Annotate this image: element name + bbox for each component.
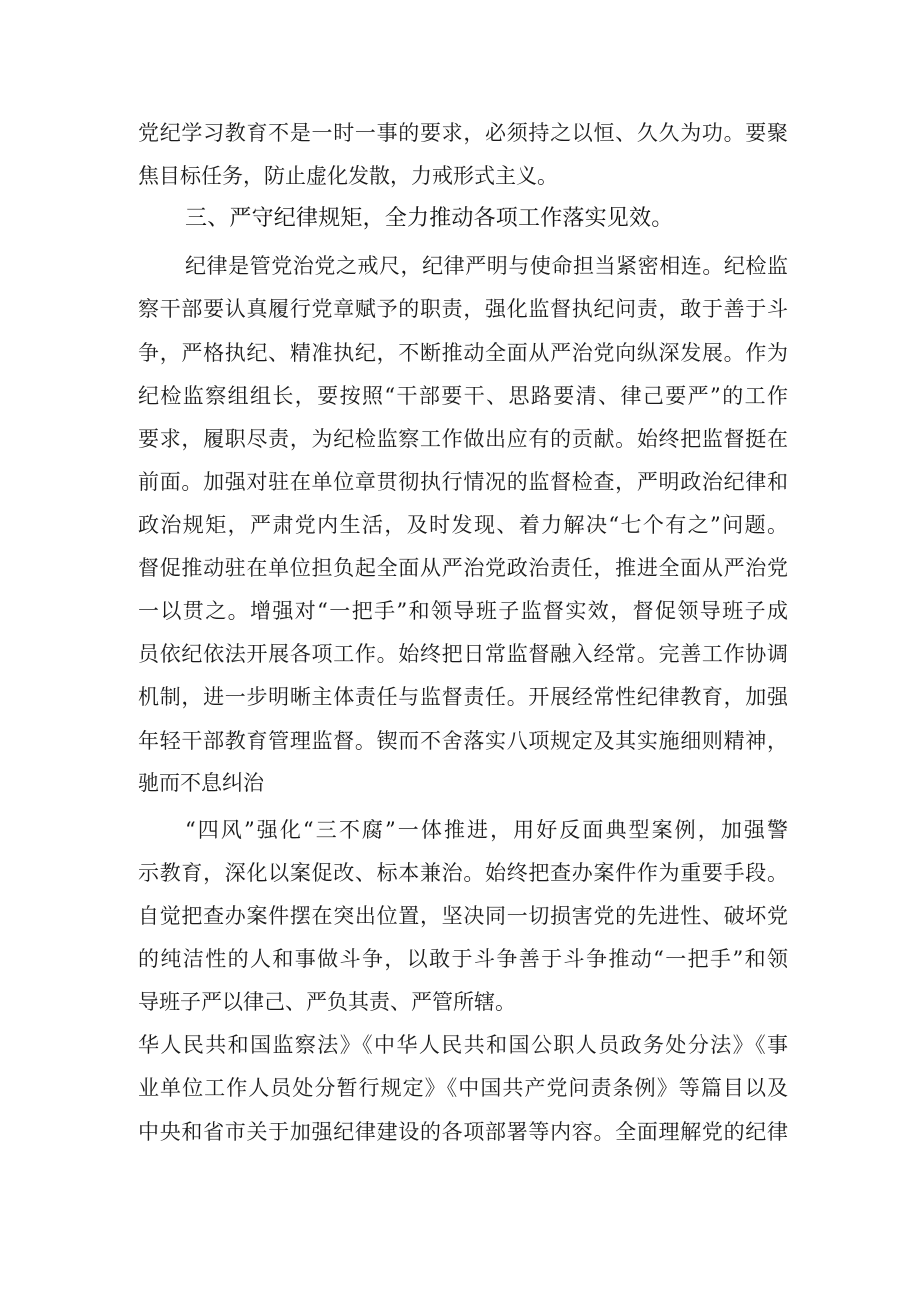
- paragraph2-line-4: 的纯洁性的人和事做斗争，以敢于斗争善于斗争推动“一把手”和领: [138, 947, 788, 971]
- intro-line-2: 焦目标任务，防止虚化发散，力戒形式主义。: [138, 164, 558, 188]
- paragraph1-line-2: 察干部要认真履行党章赋予的职责，强化监督执纪问责，敢于善于斗: [138, 297, 788, 321]
- paragraph3-line-2: 业单位工作人员处分暂行规定》《中国共产党问责条例》等篇目以及: [138, 1076, 788, 1100]
- paragraph1-line-11: 机制，进一步明晰主体责任与监督责任。开展经常性纪律教育，加强: [138, 685, 788, 709]
- paragraph1-line-3: 争，严格执纪、精准执纪，不断推动全面从严治党向纵深发展。作为: [138, 341, 788, 365]
- paragraph2-line-3: 自觉把查办案件摆在突出位置，坚决同一切损害党的先进性、破坏党: [138, 904, 788, 928]
- paragraph1-line-12: 年轻干部教育管理监督。锲而不舍落实八项规定及其实施细则精神，: [138, 729, 788, 753]
- section-heading: 三、严守纪律规矩，全力推动各项工作落实见效。: [185, 206, 674, 231]
- paragraph1-line-10: 员依纪依法开展各项工作。始终把日常监督融入经常。完善工作协调: [138, 642, 788, 666]
- intro-line-1: 党纪学习教育不是一时一事的要求，必须持之以恒、久久为功。要聚: [138, 121, 788, 145]
- paragraph1-line-6: 前面。加强对驻在单位章贯彻执行情况的监督检查，严明政治纪律和: [138, 470, 788, 494]
- paragraph1-line-9: 一以贯之。增强对“一把手”和领导班子监督实效，督促领导班子成: [138, 599, 788, 623]
- paragraph1-line-7: 政治规矩，严肃党内生活，及时发现、着力解决“七个有之”问题。: [138, 513, 788, 537]
- paragraph3-line-1: 华人民共和国监察法》《中华人民共和国公职人员政务处分法》《事: [138, 1033, 788, 1057]
- paragraph1-line-13: 驰而不息纠治: [138, 771, 264, 795]
- paragraph1-line-4: 纪检监察组组长，要按照“干部要干、思路要清、律己要严”的工作: [138, 384, 788, 408]
- paragraph2-line-1: “四风”强化“三不腐”一体推进，用好反面典型案例，加强警: [185, 818, 788, 842]
- paragraph2-line-2: 示教育，深化以案促改、标本兼治。始终把查办案件作为重要手段。: [138, 861, 788, 885]
- paragraph1-line-1: 纪律是管党治党之戒尺，纪律严明与使命担当紧密相连。纪检监: [185, 254, 788, 278]
- paragraph1-line-8: 督促推动驻在单位担负起全面从严治党政治责任，推进全面从严治党: [138, 556, 788, 580]
- paragraph3-line-3: 中央和省市关于加强纪律建设的各项部署等内容。全面理解党的纪律: [138, 1120, 788, 1144]
- paragraph2-line-5: 导班子严以律己、严负其责、严管所辖。: [138, 990, 516, 1014]
- paragraph1-line-5: 要求，履职尽责，为纪检监察工作做出应有的贡献。始终把监督挺在: [138, 427, 788, 451]
